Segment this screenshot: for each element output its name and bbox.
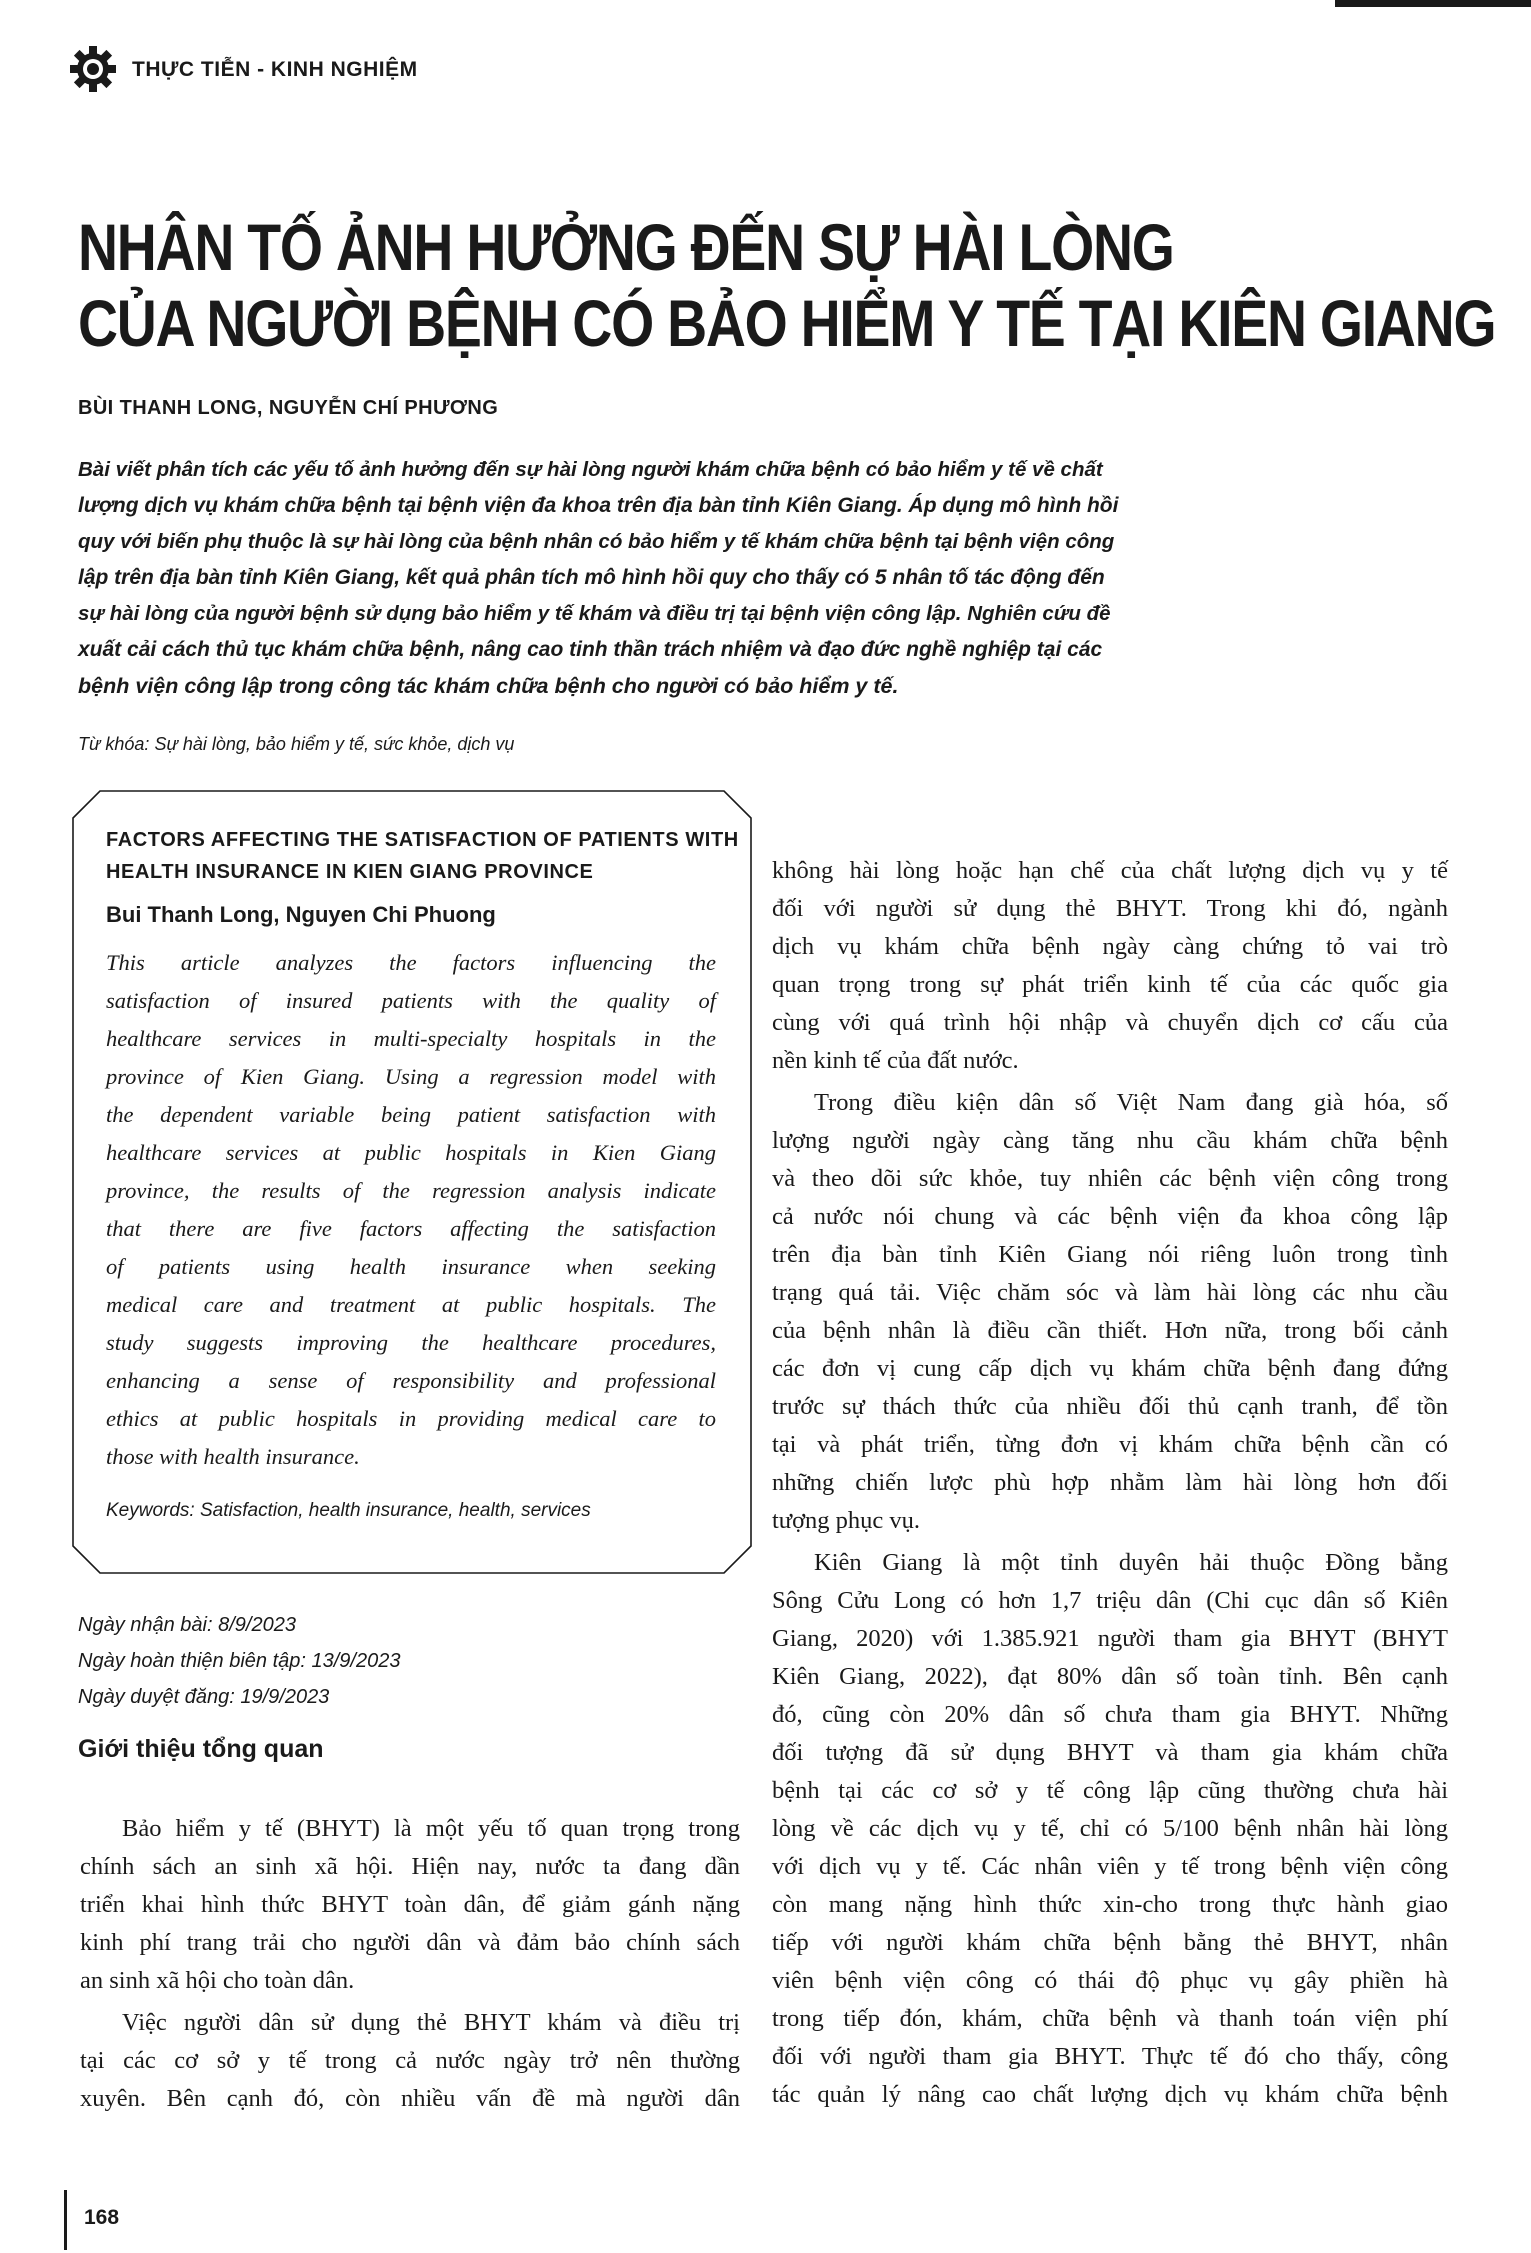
english-abstract-line: province, the results of the regression analysis indicate (106, 1178, 716, 1203)
date-edited: Ngày hoàn thiện biên tập: 13/9/2023 (78, 1650, 401, 1672)
paragraph-line: tác quản lý nâng cao chất lượng dịch vụ khám chữa bệnh (772, 2081, 1448, 2108)
paragraph-line: an sinh xã hội cho toàn dân. (80, 1967, 355, 1994)
paragraph-line: lượng người ngày càng tăng nhu cầu khám chữa bệnh (772, 1127, 1448, 1154)
paragraph-line: Trong điều kiện dân số Việt Nam đang già hóa, số (814, 1089, 1448, 1116)
page-number-rule (64, 2190, 67, 2250)
paragraph-line: đối tượng đã sử dụng BHYT và tham gia khám chữa (772, 1739, 1448, 1766)
section-heading: Giới thiệu tổng quan (78, 1735, 324, 1763)
paragraph-line: Việc người dân sử dụng thẻ BHYT khám và điều trị (122, 2009, 740, 2036)
section-label: THỰC TIỄN - KINH NGHIỆM (132, 58, 418, 81)
paragraph-line: nền kinh tế của đất nước. (772, 1047, 1019, 1074)
english-abstract-line: satisfaction of insured patients with the quality of (106, 988, 716, 1013)
english-authors: Bui Thanh Long, Nguyen Chi Phuong (106, 902, 496, 927)
date-accepted: Ngày duyệt đăng: 19/9/2023 (78, 1686, 330, 1708)
paragraph-line: trạng quá tải. Việc chăm sóc và làm hài lòng các nhu cầu (772, 1279, 1448, 1306)
paragraph-line: Kiên Giang, 2022), đạt 80% dân số toàn tỉnh. Bên cạnh (772, 1663, 1448, 1690)
paragraph-line: trong tiếp đón, khám, chữa bệnh và thanh toán viện phí (772, 2005, 1448, 2032)
paragraph-line: đó, cũng còn 20% dân số chưa tham gia BHYT. Những (772, 1701, 1448, 1728)
paragraph-line: Giang, 2020) với 1.385.921 người tham gia BHYT (BHYT (772, 1625, 1448, 1652)
paragraph-line: trước sự thách thức của nhiều đối thủ cạnh tranh, để tồn (772, 1393, 1448, 1420)
english-title-line: HEALTH INSURANCE IN KIEN GIANG PROVINCE (106, 861, 594, 883)
paragraph-line: những chiến lược phù hợp nhằm làm hài lòng hơn đối (772, 1469, 1448, 1496)
english-abstract-line: healthcare services at public hospitals in Kien Giang (106, 1140, 716, 1165)
keywords-vi: Từ khóa: Sự hài lòng, bảo hiểm y tế, sức khỏe, dịch vụ (78, 734, 515, 754)
english-title (106, 824, 746, 888)
english-abstract-line: ethics at public hospitals in providing medical care to (106, 1406, 716, 1431)
paragraph-line: lòng về các dịch vụ y tế, chỉ có 5/100 bệnh nhân hài lòng (772, 1815, 1448, 1842)
english-abstract-line: This article analyzes the factors influencing the (106, 950, 716, 975)
paragraph-line: các đơn vị cung cấp dịch vụ khám chữa bệnh đang đứng (772, 1355, 1448, 1382)
paragraph-line: chính sách an sinh xã hội. Hiện nay, nước ta đang dần (80, 1853, 740, 1880)
article-title-line-2: CỦA NGƯỜI BỆNH CÓ BẢO HIỂM Y TẾ TẠI KIÊN GIANG (78, 286, 1496, 360)
paragraph-line: quan trọng trong sự phát triển kinh tế của các quốc gia (772, 971, 1448, 998)
paragraph-line: tại các cơ sở y tế trong cả nước ngày trở nên thường (80, 2047, 740, 2074)
paragraph-line: bệnh tại các cơ sở y tế công lập cũng thường chưa hài (772, 1777, 1448, 1804)
english-title-line: FACTORS AFFECTING THE SATISFACTION OF PATIENTS WITH (106, 829, 739, 851)
english-abstract-line: of patients using health insurance when seeking (106, 1254, 716, 1279)
page-number: 168 (84, 2206, 120, 2229)
paragraph-line: Kiên Giang là một tỉnh duyên hải thuộc Đồng bằng (814, 1549, 1448, 1576)
abstract-vi-line: xuất cải cách thủ tục khám chữa bệnh, nâng cao tinh thần trách nhiệm và đạo đức nghề nghiệp tại các (78, 638, 1103, 661)
article-authors: BÙI THANH LONG, NGUYỄN CHÍ PHƯƠNG (78, 397, 499, 419)
english-abstract-line: healthcare services in multi-specialty hospitals in the (106, 1026, 716, 1051)
paragraph-line: kinh phí trang trải cho người dân và đảm bảo chính sách (80, 1929, 740, 1956)
abstract-vi-line: sự hài lòng của người bệnh sử dụng bảo hiểm y tế khám và điều trị tại bệnh viện công lập. Nghiên cứu đề (78, 602, 1111, 625)
top-rule (1335, 0, 1531, 7)
paragraph-line: triển khai hình thức BHYT toàn dân, để giảm gánh nặng (80, 1891, 740, 1918)
english-keywords: Keywords: Satisfaction, health insurance, health, services (106, 1500, 591, 1521)
english-abstract-line: enhancing a sense of responsibility and professional (106, 1368, 716, 1393)
paragraph-line: với dịch vụ y tế. Các nhân viên y tế trong bệnh viện công (772, 1853, 1448, 1880)
date-received: Ngày nhận bài: 8/9/2023 (78, 1614, 296, 1636)
paragraph-line: không hài lòng hoặc hạn chế của chất lượng dịch vụ y tế (772, 857, 1448, 884)
paragraph-line: đối với người tham gia BHYT. Thực tế đó cho thấy, công (772, 2043, 1448, 2070)
english-abstract-line: those with health insurance. (106, 1444, 360, 1469)
paragraph-line: và theo dõi sức khỏe, tuy nhiên các bệnh viện công trong (772, 1165, 1448, 1192)
paragraph-line: còn mang nặng hình thức xin-cho trong thực hành giao (772, 1891, 1448, 1918)
paragraph-line: của bệnh nhân là điều cần thiết. Hơn nữa, trong bối cảnh (772, 1317, 1448, 1344)
paragraph-line: tượng phục vụ. (772, 1507, 921, 1534)
paragraph-line: viên bệnh viện công có thái độ phục vụ gây phiền hà (772, 1967, 1448, 1994)
abstract-vi-line: lượng dịch vụ khám chữa bệnh tại bệnh viện đa khoa trên địa bàn tỉnh Kiên Giang. Áp dụng mô hình hồi (78, 494, 1119, 517)
english-abstract-line: province of Kien Giang. Using a regression model with (106, 1064, 716, 1089)
abstract-vi-line: lập trên địa bàn tỉnh Kiên Giang, kết quả phân tích mô hình hồi quy cho thấy có 5 nhân tố tác động đến (78, 566, 1105, 589)
english-abstract-line: the dependent variable being patient satisfaction with (106, 1102, 716, 1127)
paragraph-line: cùng với quá trình hội nhập và chuyển dịch cơ cấu của (772, 1009, 1448, 1036)
english-abstract-line: study suggests improving the healthcare procedures, (106, 1330, 716, 1355)
paragraph-line: cả nước nói chung và các bệnh viện đa khoa công lập (772, 1203, 1448, 1230)
article-title-line-1: NHÂN TỐ ẢNH HƯỞNG ĐẾN SỰ HÀI LÒNG (78, 210, 1174, 284)
paragraph-line: dịch vụ khám chữa bệnh ngày càng chứng tỏ vai trò (772, 933, 1448, 960)
abstract-vi-line: Bài viết phân tích các yếu tố ảnh hưởng đến sự hài lòng người khám chữa bệnh có bảo hiểm y tế về chất (78, 458, 1103, 481)
paragraph-line: đối với người sử dụng thẻ BHYT. Trong khi đó, ngành (772, 895, 1448, 922)
english-abstract-line: that there are five factors affecting the satisfaction (106, 1216, 716, 1241)
english-abstract-line: medical care and treatment at public hospitals. The (106, 1292, 716, 1317)
paragraph-line: trên địa bàn tỉnh Kiên Giang nói riêng luôn trong tình (772, 1241, 1448, 1268)
abstract-vi-line: quy với biến phụ thuộc là sự hài lòng của bệnh nhân có bảo hiểm y tế khám chữa bệnh tại bệnh viện công (78, 530, 1115, 553)
paragraph-line: Bảo hiểm y tế (BHYT) là một yếu tố quan trọng trong (122, 1815, 740, 1842)
abstract-vi-line: bệnh viện công lập trong công tác khám chữa bệnh cho người có bảo hiểm y tế. (78, 674, 899, 698)
gear-globe-icon (70, 46, 116, 92)
paragraph-line: tại và phát triển, từng đơn vị khám chữa bệnh cần có (772, 1431, 1448, 1458)
paragraph-line: tiếp với người khám chữa bệnh bằng thẻ BHYT, nhân (772, 1929, 1448, 1956)
paragraph-line: xuyên. Bên cạnh đó, còn nhiều vấn đề mà người dân (80, 2085, 740, 2112)
paragraph-line: Sông Cửu Long có hơn 1,7 triệu dân (Chi cục dân số Kiên (772, 1587, 1448, 1614)
